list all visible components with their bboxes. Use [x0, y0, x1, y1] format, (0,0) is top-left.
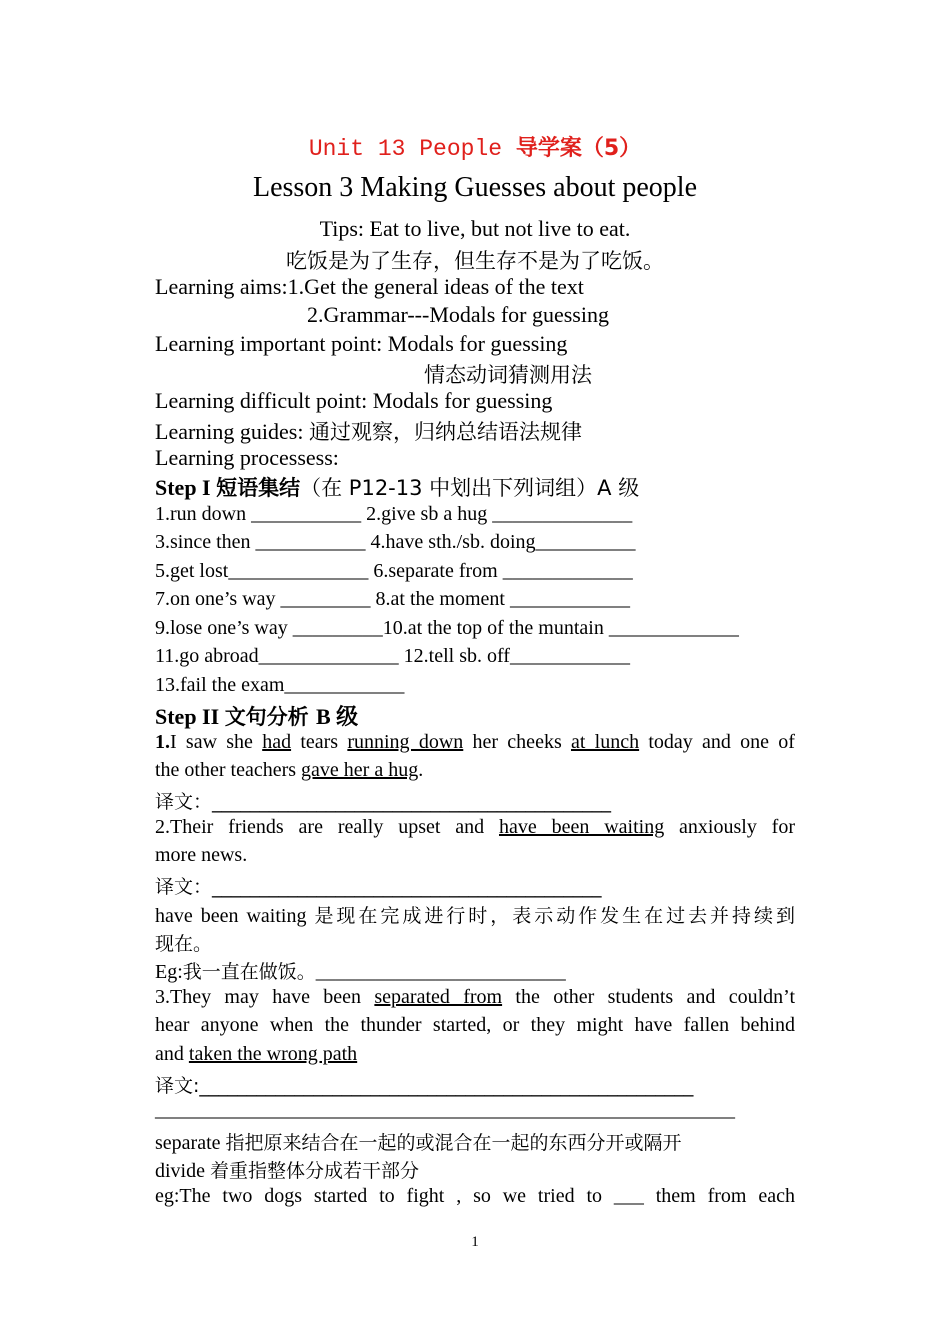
title-en: Unit 13 People	[308, 136, 516, 162]
step1-note: （在 P12-13 中划出下列词组）A 级	[300, 476, 640, 500]
step1-head: Step I	[155, 475, 217, 500]
translation-1: 译文：__________________________________________	[155, 791, 612, 813]
example-2: eg:The two dogs started to fight , so we tried to ___ them from each	[155, 1185, 795, 1207]
important-point-cn: 情态动词猜测用法	[424, 363, 592, 387]
tips-en: Tips: Eat to live, but not live to eat.	[319, 216, 631, 241]
step1-head-cn: 短语集结	[216, 476, 301, 500]
translation-2: 译文：_________________________________________	[155, 876, 602, 898]
page-title	[0, 131, 950, 162]
phrase-line: 5.get lost______________ 6.separate from _____________	[155, 560, 633, 582]
difficult-point: Learning difficult point: Modals for guessing	[155, 388, 553, 413]
page-number: 1	[471, 1234, 479, 1250]
learning-processes: Learning processess:	[155, 445, 339, 470]
phrase-line: 3.since then ___________ 4.have sth./sb. doing__________	[155, 531, 636, 553]
sentence-2-line-2: more news.	[155, 844, 248, 866]
learning-aims-1: Learning aims:1.Get the general ideas of the text	[155, 274, 584, 299]
sentence-1-line-1: 1.I saw she had tears running down her cheeks at lunch today and one of	[155, 731, 795, 753]
example-1: Eg:我一直在做饭。_________________________	[155, 961, 566, 983]
step2-heading	[155, 700, 358, 731]
tips-cn: 吃饭是为了生存，但生存不是为了吃饭。	[286, 249, 664, 273]
phrase-line: 11.go abroad______________ 12.tell sb. off____________	[155, 645, 630, 667]
learning-aims-2: 2.Grammar---Modals for guessing	[307, 302, 609, 327]
sentence-1-line-2: the other teachers gave her a hug.	[155, 759, 424, 781]
note-2-line-1: have been waiting 是现在完成进行时，表示动作发生在过去并持续到	[155, 905, 795, 927]
phrase-line: 13.fail the exam____________	[155, 674, 405, 696]
step2-head-cn: 文句分析	[224, 705, 316, 729]
step2-level: B 级	[316, 704, 359, 729]
sentence-3-line-3: and taken the wrong path	[155, 1043, 358, 1065]
step1-heading	[155, 472, 639, 502]
important-point: Learning important point: Modals for guessing	[155, 331, 568, 356]
sentence-3-line-1: 3.They may have been separated from the other students and couldn’t	[155, 986, 796, 1008]
divide-note: divide 着重指整体分成若干部分	[155, 1160, 420, 1182]
phrase-line: 1.run down ___________ 2.give sb a hug ______________	[155, 503, 633, 525]
learning-guides	[155, 416, 582, 446]
phrase-line: 9.lose one’s way _________10.at the top of the muntain _____________	[155, 617, 739, 639]
translation-3a: 译文:____________________________________________________	[155, 1075, 694, 1097]
lesson-subtitle: Lesson 3 Making Guesses about people	[252, 172, 698, 203]
guides-label: Learning guides:	[155, 419, 309, 444]
note-2-line-2: 现在。	[155, 933, 213, 955]
separate-note: separate 指把原来结合在一起的或混合在一起的东西分开或隔开	[155, 1132, 682, 1154]
step2-head: Step II	[155, 704, 225, 729]
translation-3b: __________________________________________________________	[155, 1099, 735, 1121]
sentence-3-line-2: hear anyone when the thunder started, or they might have fallen behind	[155, 1014, 795, 1036]
title-cn: 导学案（5）	[515, 136, 642, 161]
phrase-line: 7.on one’s way _________ 8.at the moment ____________	[155, 588, 630, 610]
sentence-2-line-1: 2.Their friends are really upset and have been waiting anxiously for	[155, 816, 795, 838]
guides-cn: 通过观察，归纳总结语法规律	[308, 420, 582, 444]
